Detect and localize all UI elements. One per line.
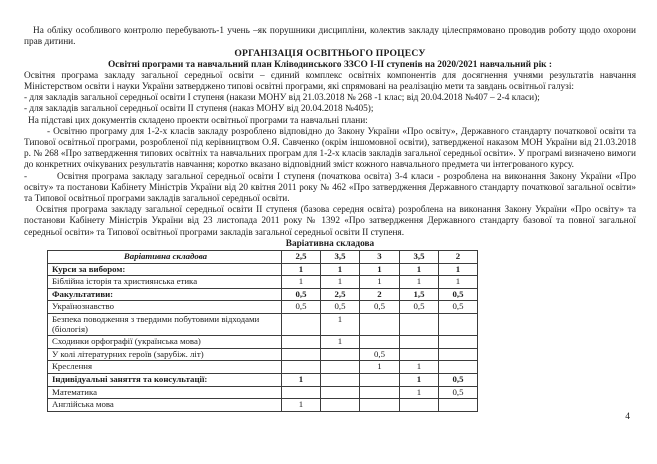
table-row xyxy=(48,251,478,264)
row-value: 1 xyxy=(360,276,400,289)
row-value: 1 xyxy=(360,361,400,374)
row-value: 0,5 xyxy=(400,301,439,314)
table-caption: Варіативна складова xyxy=(285,238,375,249)
row-value xyxy=(282,314,321,336)
row-value: 2,5 xyxy=(282,251,321,264)
row-value: 2,5 xyxy=(321,288,360,301)
row-value xyxy=(360,374,400,387)
row-label: Біблійна історія та християнська етика xyxy=(48,276,282,289)
row-value: 1 xyxy=(282,399,321,412)
row-value: 1 xyxy=(321,336,360,349)
row-value xyxy=(321,386,360,399)
row-value xyxy=(360,336,400,349)
paragraph-special-control: На обліку особливого контролю перебувають-1 учень –як порушники дисципліни, колектив закладу цілеспрямовано проводив роботу щодо охорони прав дитини. xyxy=(24,26,636,48)
row-value: 1 xyxy=(400,374,439,387)
row-value: 0,5 xyxy=(439,288,478,301)
row-label: Математика xyxy=(48,386,282,399)
row-value xyxy=(439,399,478,412)
row-value: 1 xyxy=(400,276,439,289)
row-label: У колі літературних героїв (зарубіж. літ) xyxy=(48,348,282,361)
row-label: Українознавство xyxy=(48,301,282,314)
row-value: 3,5 xyxy=(321,251,360,264)
paragraph-based-on-documents: На підставі цих документів складено проекти освітньої програми та навчальні плани: xyxy=(28,115,368,126)
page-number: 4 xyxy=(625,412,630,422)
row-value: 1 xyxy=(321,314,360,336)
row-label: Безпека поводження з твердими побутовими відходами (біологія) xyxy=(48,314,282,336)
row-value: 1,5 xyxy=(400,288,439,301)
row-value xyxy=(282,348,321,361)
list-dash: - xyxy=(24,171,28,182)
row-label: Курси за вибором: xyxy=(48,263,282,276)
row-label: Креслення xyxy=(48,361,282,374)
table-row xyxy=(48,399,478,412)
row-value xyxy=(321,374,360,387)
row-value: 0,5 xyxy=(360,348,400,361)
row-value xyxy=(439,314,478,336)
row-label: Англійська мова xyxy=(48,399,282,412)
row-value: 2 xyxy=(360,288,400,301)
row-value xyxy=(321,361,360,374)
row-value: 0,5 xyxy=(321,301,360,314)
list-item-stage1-orders: - для закладів загальної середньої освіти І ступеня (накази МОНУ від 21.03.2018 № 268 -1 клас; від 20.04.2018 №407 – 2-4 класи); xyxy=(24,93,540,104)
table-row xyxy=(48,336,478,349)
row-value: 1 xyxy=(282,263,321,276)
row-value xyxy=(400,399,439,412)
row-value xyxy=(282,361,321,374)
paragraph-program-definition: Освітня програма закладу загальної середньої освіти – єдиний комплекс освітніх компонентів для досягнення учнями результатів навчання Міністерством освіти і науки України затверджено типові освітні програми, які спрямовані на реалізацію мети та завдань освітньої галузі: xyxy=(24,70,636,93)
list-item-stage2-order: - для закладів загальної середньої освіти ІІ ступеня (наказ МОНУ від 20.04.2018 №405); xyxy=(24,104,374,115)
row-value: 3 xyxy=(360,251,400,264)
row-value xyxy=(282,336,321,349)
row-value: 1 xyxy=(282,276,321,289)
table-row xyxy=(48,314,478,336)
row-value: 1 xyxy=(321,263,360,276)
row-label: Варіативна складова xyxy=(48,251,282,264)
table-row xyxy=(48,386,478,399)
row-value: 1 xyxy=(360,263,400,276)
table-row xyxy=(48,288,478,301)
row-label: Факультативи: xyxy=(48,288,282,301)
row-value: 1 xyxy=(282,374,321,387)
table-row xyxy=(48,361,478,374)
row-value xyxy=(439,361,478,374)
row-value xyxy=(439,348,478,361)
row-value: 1 xyxy=(400,386,439,399)
row-value: 0,5 xyxy=(439,374,478,387)
row-value xyxy=(400,314,439,336)
row-label: Сходинки орфографії (українська мова) xyxy=(48,336,282,349)
row-value: 1 xyxy=(321,276,360,289)
row-value xyxy=(439,336,478,349)
row-label: Індивідуальні заняття та консультації: xyxy=(48,374,282,387)
row-value: 3,5 xyxy=(400,251,439,264)
paragraph-program-stage2: Освітня програма закладу загальної середньої освіти ІІ ступеня (базова середня освіта) розроблена на виконання Закону України «Про освіту» та постанови Кабінету Міністрів України від 23 листопада 2011 року № 1392 «Про затвердження Державного стандарту базової та повної загальної середньої освіти» та Типової освітньої програми закладів загальної середньої освіти ІІ ступеня. xyxy=(24,205,636,238)
row-value xyxy=(321,399,360,412)
row-value: 1 xyxy=(400,361,439,374)
row-value: 0,5 xyxy=(282,301,321,314)
paragraph-program-grades-1-2: - Освітню програму для 1-2-х класів закладу розроблено відповідно до Закону України «Про освіту», Державного стандарту початкової освіти та Типової освітньої програми, розробленої під керівництвом О.Я. Савченко (окрім іншомовної освіти), затвердженої наказом МОН України від 21.03.2018 р. № 268 «Про затвердження типових освітніх та навчальних програм для 1-2-х класів закладів загальної середньої освіти». У програмі визначено вимоги до конкретних очікуваних результатів навчання; коротко вказано відповідний зміст кожного навчального предмета чи інтегрованого курсу. xyxy=(24,126,636,171)
variativna-table xyxy=(47,250,478,412)
row-value: 0,5 xyxy=(360,301,400,314)
row-value xyxy=(360,399,400,412)
table-row xyxy=(48,276,478,289)
row-value: 1 xyxy=(400,263,439,276)
table-row xyxy=(48,374,478,387)
row-value xyxy=(321,348,360,361)
row-value: 1 xyxy=(439,276,478,289)
row-value xyxy=(360,386,400,399)
paragraph-program-stage1-text: Освітня програма закладу загальної середньої освіти І ступеня (початкова освіта) 3-4 класи - розроблена на виконання Закону України «Про освіту» та постанови Кабінету Міністрів України від 20 квітня 2011 року № 462 «Про затвердження Державного стандарту початкової загальної освіти» та Типової освітньої програми закладів загальної середньої освіти. xyxy=(24,171,636,205)
row-value: 0,5 xyxy=(439,386,478,399)
row-value xyxy=(282,386,321,399)
table-row xyxy=(48,348,478,361)
subsection-heading: Освітні програми та навчальний план Кліводинського ЗЗСО І-ІІ ступенів на 2020/2021 навчальний рік : xyxy=(107,59,553,70)
section-heading: ОРГАНІЗАЦІЯ ОСВІТНЬОГО ПРОЦЕСУ xyxy=(234,48,426,60)
row-value: 0,5 xyxy=(439,301,478,314)
row-value xyxy=(400,336,439,349)
row-value: 2 xyxy=(439,251,478,264)
variativna-table-body xyxy=(48,251,478,412)
table-row xyxy=(48,301,478,314)
row-value xyxy=(360,314,400,336)
row-value: 0,5 xyxy=(282,288,321,301)
row-value: 1 xyxy=(439,263,478,276)
paragraph-program-stage1-grades-3-4 xyxy=(24,172,636,206)
row-value xyxy=(400,348,439,361)
table-row xyxy=(48,263,478,276)
